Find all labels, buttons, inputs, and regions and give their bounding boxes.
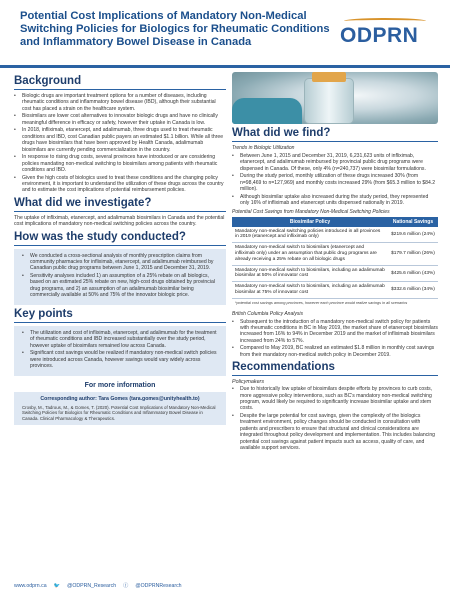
table-header: National Savings [388, 217, 438, 227]
trends-label: Trends in Biologic Utilization [232, 145, 295, 151]
header [0, 0, 450, 68]
facebook-icon: ⓕ [123, 583, 129, 589]
table-cell: $179.7 million (26%) [388, 243, 438, 265]
table-row [232, 282, 438, 299]
recommendations-heading: Recommendations [232, 361, 438, 376]
table-row [232, 227, 438, 243]
table-cell: $219.6 million (24%) [388, 227, 438, 243]
list-item: • We conducted a cross-sectional analysis of monthly prescription claims from community pharmacies for infliximab, etanercept, and adalimumab reimbursed by Canadian public drug programs between June 1, 2015 and December 31, 2019. [22, 253, 218, 272]
recommendations-sub: Policymakers [232, 379, 265, 386]
vial-shape [304, 78, 354, 124]
table-cell: $332.6 million (34%) [388, 282, 438, 299]
list-item: • In 2018, infliximab, etanercept, and adalimumab, three drugs used to treat rheumatic conditions and IBD, cost Canadian public payers an estimated $1.1 billion. While all three drugs have biosimilars that have been approved by Health Canada, adalimumab biosimilars are currently pending commercialization in the country. [14, 127, 226, 153]
table-label: Potential Cost Savings from Mandatory Non-Medical Switching Policies [232, 208, 390, 215]
facebook-link[interactable]: @ODPRNResearch [135, 582, 182, 589]
vial-photo [232, 72, 438, 124]
table-cell: Mandatory non-medical switch to biosimilars (etanercept and infliximab only) under an assumption that public drug programs are already receiving a 25% rebate on all biologic drugs [232, 243, 388, 265]
list-item: • Although biosimilar uptake also increased during the study period, they represented only 16% of infliximab and etanercept units dispensed nationally in 2019. [232, 194, 438, 207]
list-item: • Due to historically low uptake of biosimilars despite efforts by provinces to curb costs, more aggressive policy interventions, such as BC's mandatory non-medical switching program, would likely be required to significantly increase biosimilar uptake and stem costs. [232, 386, 438, 412]
list-item: • During the study period, monthly utilization of these drugs increased 30% (from n=98,469 to n=127,969) and monthly costs increased 29% (from $65.3 million to $84.2 million). [232, 173, 438, 192]
list-item: • Biosimilars are lower cost alternatives to innovator biologic drugs and have no clinically meaningful difference in efficacy or safety, however their uptake in Canada is low. [14, 113, 226, 126]
left-column [14, 72, 226, 425]
website-link[interactable]: www.odprn.ca [14, 582, 47, 589]
investigate-text: The uptake of infliximab, etanercept, and adalimumab biosimilars in Canada and the potential cost implications of mandatory non-medical switching policies across the country. [14, 214, 225, 228]
twitter-link[interactable]: @ODPRN_Research [67, 582, 117, 589]
keypoints-panel [14, 326, 226, 376]
list-item: • Despite the large potential for cost savings, given the complexity of the biologics treatment environment, policy changes should be conducted in consultation with patients and prescribers to ensure that structural and clinical considerations are integrated throughout policy development and implementation. This includes balancing potential cost savings against patient impacts such as access, quality of care, and available support services. [232, 413, 438, 451]
background-heading: Background [14, 75, 226, 90]
table-cell: Mandatory non-medical switch to biosimilars, including an adalimumab biosimilar at 75% of innovator cost [232, 282, 388, 299]
table-header-row [232, 217, 438, 227]
trends-list [232, 153, 438, 207]
vial-cap-shape [312, 72, 346, 82]
table-cell: Mandatory non-medical switching policies introduced in all provinces in 2019 (etanercept and infliximab only) [232, 227, 388, 243]
list-item: • Compared to May 2019, BC realized an estimated $1.8 million in monthly cost savings from their mandatory non-medical switch policy in December 2019. [232, 345, 438, 358]
table-header: Biosimilar Policy [232, 217, 388, 227]
list-item: • Subsequent to the introduction of a mandatory non-medical switch policy for patients with rheumatic conditions in BC in May 2019, the market share of etanercept biosimilars increased from 16% to 94% in December 2019 and the market of infliximab biosimilars increased from 24% to 57%. [232, 319, 438, 345]
list-item: • Biologic drugs are important treatment options for a number of diseases, including rheumatic conditions and inflammatory bowel disease (IBD), although their substantial cost has placed a strain on the healthcare system. [14, 93, 226, 112]
list-item: • In response to rising drug costs, several provinces have introduced or are considering policies mandating non-medical switching to biosimilars among patients with rheumatic conditions and IBD. [14, 154, 226, 173]
investigate-heading: What did we investigate? [14, 197, 226, 212]
background-list [14, 93, 226, 194]
table-row [232, 243, 438, 265]
more-info-box [14, 392, 226, 426]
bc-list [232, 319, 438, 359]
list-item: • Between June 1, 2015 and December 31, 2019, 6,231,623 units of infliximab, etanercept, and adalimumab reimbursed by provincial public drug programs were dispensed in Canada. Of these, only 4% (n=240,737) were biosimilar formulations. [232, 153, 438, 172]
table-cell: $425.6 million (43%) [388, 265, 438, 282]
conducted-heading: How was the study conducted? [14, 231, 226, 246]
conducted-panel [14, 249, 226, 305]
table-footnote-row [232, 298, 438, 308]
table-cell: Mandatory non-medical switch to biosimilars, including an adalimumab biosimilar at 50% of innovator cost [232, 265, 388, 282]
footer [14, 582, 226, 589]
list-item: • Significant cost savings would be realized if mandatory non-medical switch policies were introduced across Canada, however savings would vary widely across provinces. [22, 350, 218, 369]
bc-label: British Columbia Policy Analysis [232, 310, 303, 317]
keypoints-heading: Key points [14, 308, 226, 323]
page-title: Potential Cost Implications of Mandatory Non-Medical Switching Policies for Biologics for Rheumatic Conditions and Inflammatory Bowel Disease in Canada [20, 10, 330, 49]
list-item: • The utilization and cost of infliximab, etanercept, and adalimumab for the treatment of rheumatic conditions and IBD increased substantially over the study period, however uptake of biosimilars remained low across Canada. [22, 330, 218, 349]
keypoints-list [22, 330, 218, 370]
conducted-list [22, 253, 218, 299]
table-footnote: *potential cost savings among provinces, however each province would realize savings in all scenarios [235, 300, 408, 305]
list-item: • Given the high costs of biologics used to treat these conditions and the changing policy environment, it is important to understand the utilization of these drugs across the country and to estimate the cost implications of potential reimbursement policies. [14, 175, 226, 194]
list-item: • Sensitivity analyses included 1) an assumption of a 25% rebate on all biologics, based on an estimated 25% rebate on new, high-cost drugs obtained by provincial drug programs, and 2) an assumption of an adalimumab biosimilar being commercially available at 50% and 75% of the innovator biologic price. [22, 273, 218, 299]
table-row [232, 265, 438, 282]
right-column [232, 72, 438, 453]
more-info-heading: For more information [84, 381, 156, 389]
found-heading: What did we find? [232, 127, 438, 142]
odprn-logo: ODPRN [340, 24, 419, 47]
gloved-hand-shape [232, 98, 302, 124]
citation: Crosby, M., Tadrous, M., & Gomes, T. (2020). Potential Cost Implications of Mandatory Non-Medical Switching Policies for Biologics for Rheumatic Conditions and Inflammatory Bowel Disease in Canada. Clinical Pharmacology & Therapeutics. [22, 404, 216, 421]
savings-table [232, 217, 438, 309]
twitter-icon: 🐦 [53, 582, 61, 589]
contact-line[interactable]: Corresponding author: Tara Gomes (tara.gomes@unityhealth.to) [40, 395, 200, 402]
recommendations-list [232, 386, 438, 451]
